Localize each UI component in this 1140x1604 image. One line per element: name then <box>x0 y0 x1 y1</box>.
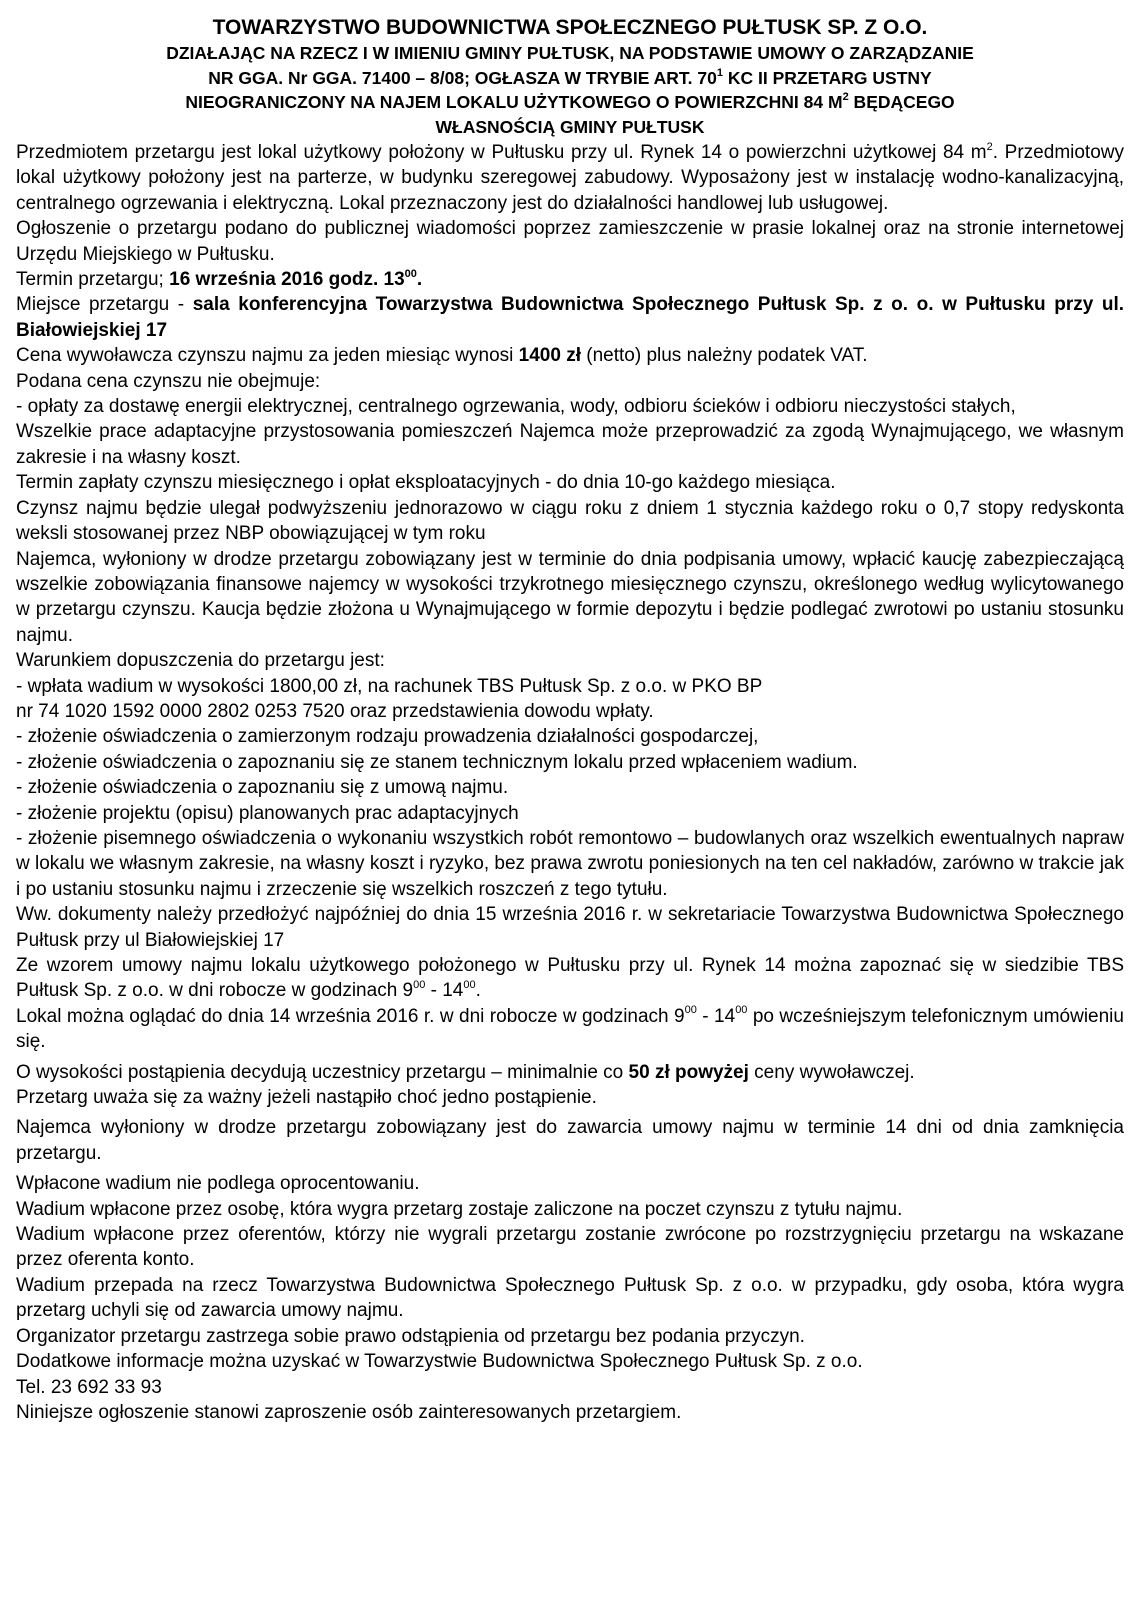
paragraph-subject-text: Przedmiotem przetargu jest lokal użytkowy położony w Pułtusku przy ul. Rynek 14 o powierzchni użytkowej 84 m <box>16 142 987 163</box>
header-line-1: TOWARZYSTWO BUDOWNICTWA SPOŁECZNEGO PUŁTUSK SP. Z O.O. <box>212 16 928 39</box>
paragraph-place-label: Miejsce przetargu - <box>16 294 193 316</box>
header-line-4-sup: 2 <box>842 91 849 104</box>
header-line-5 <box>16 115 1124 140</box>
paragraph-condition-wadium-line1: - wpłata wadium w wysokości 1800,00 zł, na rachunek TBS Pułtusk Sp. z o.o. w PKO BP <box>16 675 763 697</box>
paragraph-payment-term: Termin zapłaty czynszu miesięcznego i opłat eksploatacyjnych - do dnia 10-go każdego miesiąca. <box>16 472 836 494</box>
paragraph-contract-template-end: . <box>475 980 481 1002</box>
paragraph-contract-template-text-mid: - 14 <box>425 980 464 1002</box>
paragraph-contract-template-sup2: 00 <box>463 979 476 992</box>
paragraph-viewing-sup2: 00 <box>735 1004 748 1017</box>
paragraph-price-value: 1400 zł <box>518 345 581 367</box>
paragraph-date-sup: 00 <box>404 267 417 280</box>
header-line-2-text: DZIAŁAJĄC NA RZECZ I W IMIENIU GMINY PUŁTUSK, NA PODSTAWIE UMOWY O ZARZĄDZANIE <box>166 43 974 63</box>
paragraph-bid-increment-text-end: ceny wywoławczej. <box>748 1061 915 1083</box>
paragraph-contract-template-text: Ze wzorem umowy najmu lokalu użytkowego położonego w Pułtusku przy ul. Rynek 14 można zapoznać się w siedzibie TBS Pułtusk Sp. z o.o. w dni robocze w godzinach 9 <box>16 955 1124 1002</box>
paragraph-viewing-text-mid: - 14 <box>696 1005 736 1027</box>
header-line-5-text: WŁASNOŚCIĄ GMINY PUŁTUSK <box>435 116 705 137</box>
paragraph-contract-template <box>16 953 1124 1004</box>
paragraph-date-end: . <box>416 269 423 291</box>
paragraph-condition-project: - złożenie projektu (opisu) planowanych prac adaptacyjnych <box>16 802 519 824</box>
paragraph-validity: Przetarg uważa się za ważny jeżeli nastąpiło choć jedno postąpienie. <box>16 1087 597 1109</box>
header-line-3-sup: 1 <box>716 66 723 79</box>
paragraph-publication: Ogłoszenie o przetargu podano do publicznej wiadomości poprzez zamieszczenie w prasie lokalnej oraz na stronie internetowej Urzędu Miejskiego w Pułtusku. <box>16 218 1124 265</box>
header-line-4-text: NIEOGRANICZONY NA NAJEM LOKALU UŻYTKOWEGO O POWIERZCHNI 84 M <box>185 92 843 112</box>
paragraph-deposit: Najemca, wyłoniony w drodze przetargu zobowiązany jest w terminie do dnia podpisania umowy, wpłacić kaucję zabezpieczającą wszelkie zobowiązania finansowe najemcy w wysokości trzykrotnego miesięcznego czynszu, określonego według wylicytowanego w przetargu czynszu. Kaucja będzie złożona u Wynajmującego w formie depozytu i będzie podlegać zwrotowi po ustaniu stosunku najmu. <box>16 548 1124 646</box>
paragraph-condition-activity: - złożenie oświadczenia o zamierzonym rodzaju prowadzenia działalności gospodarczej, <box>16 726 759 748</box>
header-line-4-text-end: BĘDĄCEGO <box>848 92 955 112</box>
paragraph-viewing-text-end: po wcześniejszym telefonicznym umówieniu się. <box>16 1005 1124 1053</box>
paragraph-wadium-return: Wadium wpłacone przez oferentów, którzy nie wygrali przetargu zostanie zwrócone po rozstrzygnięciu przetargu na wskazane przez oferenta konto. <box>16 1224 1124 1271</box>
paragraph-price-excludes-item: - opłaty za dostawę energii elektrycznej, centralnego ogrzewania, wody, odbioru ścieków i odbioru nieczystości stałych, <box>16 396 1016 418</box>
paragraph-viewing-text: Lokal można oglądać do dnia 14 września 2016 r. w dni robocze w godzinach 9 <box>16 1005 685 1027</box>
header-company-name <box>16 14 1124 41</box>
paragraph-viewing <box>16 1004 1124 1055</box>
paragraph-wadium-winner: Wadium wpłacone przez osobę, która wygra przetarg zostaje zaliczone na poczet czynszu z tytułu najmu. <box>16 1198 903 1220</box>
paragraph-conditions: Warunkiem dopuszczenia do przetargu jest: <box>16 650 385 672</box>
paragraph-more-info: Dodatkowe informacje można uzyskać w Towarzystwie Budownictwa Społecznego Pułtusk Sp. z o.o. <box>16 1351 863 1373</box>
paragraph-condition-renovation: - złożenie pisemnego oświadczenia o wykonaniu wszystkich robót remontowo – budowlanych oraz wszelkich ewentualnych napraw w lokalu we własnym zakresie, na własny koszt i ryzyko, bez prawa zwrotu poniesionych na ten cel nakładów, zarówno w trakcie jak i po ustaniu stosunku najmu i zrzeczenie się wszelkich roszczeń z tego tytułu. <box>16 827 1124 900</box>
paragraph-price-text-end: (netto) plus należny podatek VAT. <box>580 345 868 367</box>
paragraph-documents-deadline: Ww. dokumenty należy przedłożyć najpóźniej do dnia 15 września 2016 r. w sekretariacie Towarzystwa Budownictwa Społecznego Pułtusk przy ul Białowiejskiej 17 <box>16 904 1124 951</box>
paragraph-subject <box>16 140 1124 216</box>
header-subtitle <box>16 41 1124 139</box>
paragraph-wadium-forfeit: Wadium przepada na rzecz Towarzystwa Budownictwa Społecznego Pułtusk Sp. z o.o. w przypadku, gdy osoba, która wygra przetarg uchyli się od zawarcia umowy najmu. <box>16 1274 1124 1322</box>
paragraph-invitation: Niniejsze ogłoszenie stanowi zaproszenie osób zainteresowanych przetargiem. <box>16 1401 682 1423</box>
paragraph-condition-contract: - złożenie oświadczenia o zapoznaniu się z umową najmu. <box>16 777 509 799</box>
paragraph-bid-increment-value: 50 zł powyżej <box>628 1061 749 1083</box>
paragraph-date <box>16 267 1124 292</box>
header-line-3-text-end: KC II PRZETARG USTNY <box>723 67 932 88</box>
paragraph-organizer-right: Organizator przetargu zastrzega sobie prawo odstąpienia od przetargu bez podania przyczyn. <box>16 1325 805 1347</box>
paragraph-date-value: 16 września 2016 godz. 13 <box>169 269 405 291</box>
paragraph-wadium-interest: Wpłacone wadium nie podlega oprocentowaniu. <box>16 1173 420 1195</box>
paragraph-price-text: Cena wywoławcza czynszu najmu za jeden miesiąc wynosi <box>16 345 519 367</box>
paragraph-price <box>16 343 1124 368</box>
announcement-body <box>16 140 1124 1425</box>
paragraph-adaptation: Wszelkie prace adaptacyjne przystosowania pomieszczeń Najemca może przeprowadzić za zgodą Wynajmującego, we własnym zakresie i na własny koszt. <box>16 421 1124 468</box>
paragraph-condition-technical: - złożenie oświadczenia o zapoznaniu się ze stanem technicznym lokalu przed wpłaceniem wadium. <box>16 751 858 773</box>
header-line-4 <box>16 90 1124 115</box>
paragraph-phone: Tel. 23 692 33 93 <box>16 1376 162 1398</box>
paragraph-bid-increment-text: O wysokości postąpienia decydują uczestnicy przetargu – minimalnie co <box>16 1061 629 1083</box>
header-line-2 <box>16 41 1124 66</box>
paragraph-subject-sup: 2 <box>986 140 993 153</box>
paragraph-place <box>16 292 1124 343</box>
paragraph-price-excludes: Podana cena czynszu nie obejmuje: <box>16 370 321 392</box>
paragraph-rent-increase: Czynsz najmu będzie ulegał podwyższeniu jednorazowo w ciągu roku z dniem 1 stycznia każdego roku o 0,7 stopy redyskonta weksli stosowanej przez NBP obowiązującej w tym roku <box>16 497 1124 545</box>
header-line-3 <box>16 66 1124 91</box>
paragraph-bid-increment <box>16 1060 1124 1085</box>
paragraph-condition-wadium-line2: nr 74 1020 1592 0000 2802 0253 7520 oraz przedstawienia dowodu wpłaty. <box>16 700 654 722</box>
paragraph-contract-template-sup1: 00 <box>413 979 426 992</box>
paragraph-condition-wadium <box>16 674 1124 725</box>
paragraph-contract-obligation: Najemca wyłoniony w drodze przetargu zobowiązany jest do zawarcia umowy najmu w terminie 14 dni od dnia zamknięcia przetargu. <box>16 1117 1124 1164</box>
paragraph-date-label: Termin przetargu; <box>16 269 170 291</box>
header-line-3-text: NR GGA. Nr GGA. 71400 – 8/08; OGŁASZA W TRYBIE ART. 70 <box>208 67 717 88</box>
paragraph-place-value: sala konferencyjna Towarzystwa Budownictwa Społecznego Pułtusk Sp. z o. o. w Pułtusku przy ul. Białowiejskiej 17 <box>16 294 1125 341</box>
paragraph-subject-text-end: . Przedmiotowy lokal użytkowy położony jest na parterze, w budynku szeregowej zabudowy. Wyposażony jest w instalację wodno-kanalizacyjną, centralnego ogrzewania i elektryczną. Lokal przeznaczony jest do działalności handlowej lub usługowej. <box>16 142 1125 214</box>
paragraph-viewing-sup1: 00 <box>684 1004 697 1017</box>
